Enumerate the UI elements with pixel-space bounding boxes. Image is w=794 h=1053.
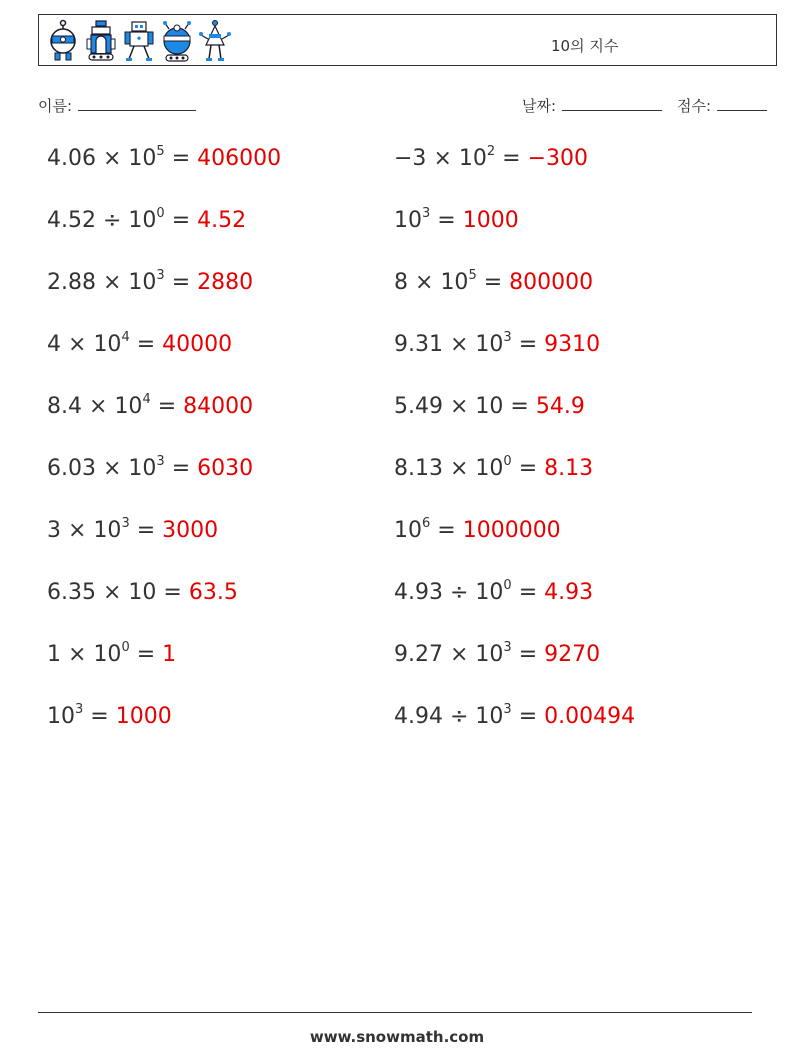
coefficient: 4 <box>47 332 61 357</box>
problem-right-4: $9.31 \times 10^3 = 9310$ <box>394 330 601 357</box>
answer: 406000 <box>197 146 282 171</box>
problem-left-3: $2.88 \times 10^3 = 2880$ <box>47 268 254 295</box>
base: 10 <box>475 394 504 419</box>
problem-right-3: $8 \times 10^5 = 800000$ <box>394 268 594 295</box>
exponent: 5 <box>156 144 165 159</box>
answer: 40000 <box>162 332 233 357</box>
operator: × <box>102 270 122 295</box>
name-blank[interactable] <box>78 94 196 111</box>
coefficient: 8.13 <box>394 456 443 481</box>
exponent: 3 <box>156 268 165 283</box>
coefficient: 2.88 <box>47 270 96 295</box>
base: 10 <box>475 642 504 667</box>
exponent: 3 <box>503 330 512 345</box>
problem-left-5: $8.4 \times 10^4 = 84000$ <box>47 392 254 419</box>
name-label: 이름: <box>38 97 73 115</box>
exponent: 0 <box>503 454 512 469</box>
answer: 0.00494 <box>544 704 636 729</box>
base: 10 <box>475 456 504 481</box>
coefficient: 4.93 <box>394 580 443 605</box>
exponent: 3 <box>503 640 512 655</box>
problem-left-9: $1 \times 10^0 = 1$ <box>47 640 177 667</box>
base: 10 <box>128 456 157 481</box>
answer: 8.13 <box>544 456 594 481</box>
base: 10 <box>93 642 122 667</box>
operator: × <box>102 146 122 171</box>
base: 10 <box>394 518 422 543</box>
base: 10 <box>128 208 157 233</box>
answer: 54.9 <box>535 394 585 419</box>
answer: 6030 <box>197 456 254 481</box>
answer: −300 <box>527 146 589 171</box>
score-field <box>677 94 767 116</box>
operator: × <box>449 456 469 481</box>
base: 10 <box>128 270 157 295</box>
answer: 9270 <box>544 642 601 667</box>
base: 10 <box>458 146 487 171</box>
worksheet-title: 10의 지수 <box>551 37 619 55</box>
coefficient: 4.94 <box>394 704 443 729</box>
problem-left-1: $4.06 \times 10^5 = 406000$ <box>47 144 282 171</box>
problem-left-4: $4 \times 10^4 = 40000$ <box>47 330 233 357</box>
answer: 9310 <box>544 332 601 357</box>
exponent: 4 <box>142 392 151 407</box>
coefficient: 9.27 <box>394 642 443 667</box>
operator: × <box>68 332 87 357</box>
problem-left-6: $6.03 \times 10^3 = 6030$ <box>47 454 254 481</box>
operator: × <box>433 146 452 171</box>
exponent: 0 <box>156 206 165 221</box>
operator: × <box>102 580 122 605</box>
coefficient: 8.4 <box>47 394 82 419</box>
robot-1-icon <box>47 19 79 63</box>
coefficient: 4.52 <box>47 208 96 233</box>
problem-right-1: $-3 \times 10^2 = -300$ <box>394 144 589 171</box>
operator: × <box>415 270 434 295</box>
coefficient: 1 <box>47 642 61 667</box>
operator: ÷ <box>449 704 469 729</box>
operator: ÷ <box>449 580 469 605</box>
coefficient: 4.06 <box>47 146 96 171</box>
exponent: 0 <box>503 578 512 593</box>
footer-divider <box>38 1012 752 1013</box>
base: 10 <box>128 146 157 171</box>
problem-left-2: $4.52 \div 10^0 = 4.52$ <box>47 206 247 233</box>
problem-right-9: $9.27 \times 10^3 = 9270$ <box>394 640 601 667</box>
coefficient: 5.49 <box>394 394 443 419</box>
base: 10 <box>475 580 504 605</box>
answer: 84000 <box>183 394 254 419</box>
answer: 800000 <box>509 270 594 295</box>
answer: 63.5 <box>188 580 238 605</box>
base: 10 <box>440 270 469 295</box>
date-label: 날짜: <box>522 97 557 115</box>
exponent: 3 <box>156 454 165 469</box>
base: 10 <box>93 332 122 357</box>
exponent: 0 <box>121 640 130 655</box>
problem-right-2: $10^3 = 1000$ <box>394 206 519 233</box>
problem-left-8: 6.35 × 10 = 63.5 <box>47 580 238 605</box>
robot-5-icon <box>199 19 231 63</box>
problem-right-7: $10^6 = 1000000$ <box>394 516 561 543</box>
coefficient: 3 <box>47 518 61 543</box>
problem-right-10: $4.94 \div 10^3 = 0.00494$ <box>394 702 636 729</box>
base: 10 <box>114 394 143 419</box>
exponent: 3 <box>503 702 512 717</box>
answer: 1000000 <box>462 518 561 543</box>
operator: × <box>449 394 469 419</box>
operator: × <box>449 332 469 357</box>
coefficient: 6.03 <box>47 456 96 481</box>
answer: 4.93 <box>544 580 594 605</box>
base: 10 <box>475 704 504 729</box>
problem-left-10: $10^3 = 1000$ <box>47 702 172 729</box>
exponent: 4 <box>121 330 130 345</box>
date-blank[interactable] <box>562 94 662 111</box>
problem-right-8: $4.93 \div 10^0 = 4.93$ <box>394 578 594 605</box>
operator: × <box>89 394 108 419</box>
score-blank[interactable] <box>717 94 767 111</box>
coefficient: 8 <box>394 270 408 295</box>
answer: 2880 <box>197 270 254 295</box>
operator: ÷ <box>102 208 122 233</box>
date-field <box>522 94 662 116</box>
base: 10 <box>128 580 157 605</box>
operator: × <box>102 456 122 481</box>
answer: 1 <box>162 642 177 667</box>
problem-right-6: $8.13 \times 10^0 = 8.13$ <box>394 454 594 481</box>
exponent: 2 <box>486 144 496 159</box>
robot-3-icon <box>123 19 155 63</box>
base: 10 <box>93 518 122 543</box>
problem-left-7: $3 \times 10^3 = 3000$ <box>47 516 219 543</box>
robot-icons <box>47 19 231 63</box>
exponent: 5 <box>468 268 477 283</box>
exponent: 3 <box>121 516 130 531</box>
coefficient: 9.31 <box>394 332 443 357</box>
coefficient: −3 <box>394 146 427 171</box>
robot-4-icon <box>161 19 193 63</box>
answer: 1000 <box>115 704 172 729</box>
answer: 1000 <box>462 208 519 233</box>
score-label: 점수: <box>677 97 712 115</box>
operator: × <box>68 518 87 543</box>
footer-url: www.snowmath.com <box>309 1028 485 1046</box>
answer: 4.52 <box>197 208 247 233</box>
robot-2-icon <box>85 19 117 63</box>
exponent: 3 <box>422 206 431 221</box>
answer: 3000 <box>162 518 219 543</box>
base: 10 <box>47 704 75 729</box>
coefficient: 6.35 <box>47 580 96 605</box>
problem-right-5: 5.49 × 10 = 54.9 <box>394 394 585 419</box>
operator: × <box>68 642 87 667</box>
header-box <box>38 14 777 66</box>
base: 10 <box>394 208 422 233</box>
operator: × <box>449 642 469 667</box>
name-field <box>38 94 196 116</box>
base: 10 <box>475 332 504 357</box>
exponent: 6 <box>422 516 431 531</box>
exponent: 3 <box>75 702 84 717</box>
